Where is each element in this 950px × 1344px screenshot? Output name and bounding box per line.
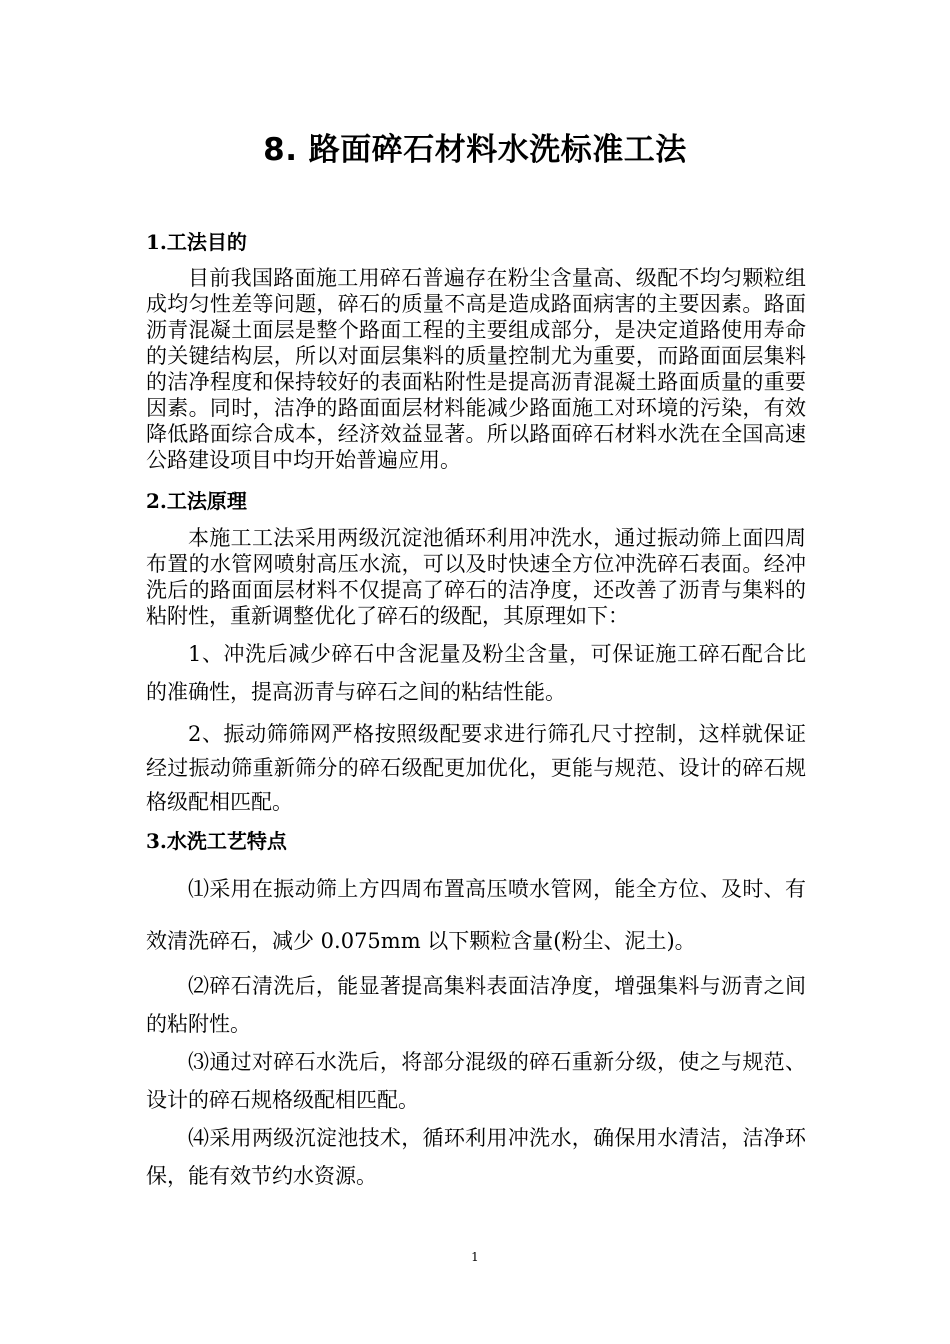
section-heading: 1.工法目的 [146, 230, 247, 254]
paragraph: ⑷采用两级沉淀池技术，循环利用冲洗水，确保用水清洁，洁净环保，能有效节约水资源。 [146, 1126, 806, 1188]
paragraph: 1、冲洗后减少碎石中含泥量及粉尘含量，可保证施工碎石配合比的准确性，提高沥青与碎石之间的粘结性能。 [146, 642, 806, 704]
section-heading: 2.工法原理 [146, 489, 247, 513]
paragraph: ⑴采用在振动筛上方四周布置高压喷水管网，能全方位、及时、有效清洗碎石，减少 0.075mm 以下颗粒含量(粉尘、泥土)。 [146, 877, 806, 953]
section-principle [146, 487, 806, 819]
paragraph: 本施工工法采用两级沉淀池循环利用冲洗水，通过振动筛上面四周布置的水管网喷射高压水流，可以及时快速全方位冲洗碎石表面。经冲洗后的路面面层材料不仅提高了碎石的洁净度，还改善了沥青与集料的粘附性，重新调整优化了碎石的级配，其原理如下： [146, 526, 806, 628]
section-heading: 3.水洗工艺特点 [146, 829, 287, 853]
paragraph: ⑵碎石清洗后，能显著提高集料表面洁净度，增强集料与沥青之间的粘附性。 [146, 974, 806, 1036]
paragraph: 2、振动筛筛网严格按照级配要求进行筛孔尺寸控制，这样就保证经过振动筛重新筛分的碎石级配更加优化，更能与规范、设计的碎石规格级配相匹配。 [146, 722, 806, 814]
paragraph: ⑶通过对碎石水洗后，将部分混级的碎石重新分级，使之与规范、设计的碎石规格级配相匹配。 [146, 1050, 806, 1112]
document-body [146, 228, 806, 1195]
section-features [146, 827, 806, 1195]
document-title: 8. 路面碎石材料水洗标准工法 [263, 132, 687, 168]
paragraph: 目前我国路面施工用碎石普遍存在粉尘含量高、级配不均匀颗粒组成均匀性差等问题，碎石的质量不高是造成路面病害的主要因素。路面沥青混凝土面层是整个路面工程的主要组成部分，是决定道路使用寿命的关键结构层，所以对面层集料的质量控制尤为重要，而路面面层集料的洁净程度和保持较好的表面粘附性是提高沥青混凝土路面质量的重要因素。同时，洁净的路面面层材料能减少路面施工对环境的污染，有效降低路面综合成本，经济效益显著。所以路面碎石材料水洗在全国高速公路建设项目中均开始普遍应用。 [146, 266, 806, 472]
section-purpose [146, 228, 806, 473]
page-number: 1 [471, 1250, 479, 1264]
